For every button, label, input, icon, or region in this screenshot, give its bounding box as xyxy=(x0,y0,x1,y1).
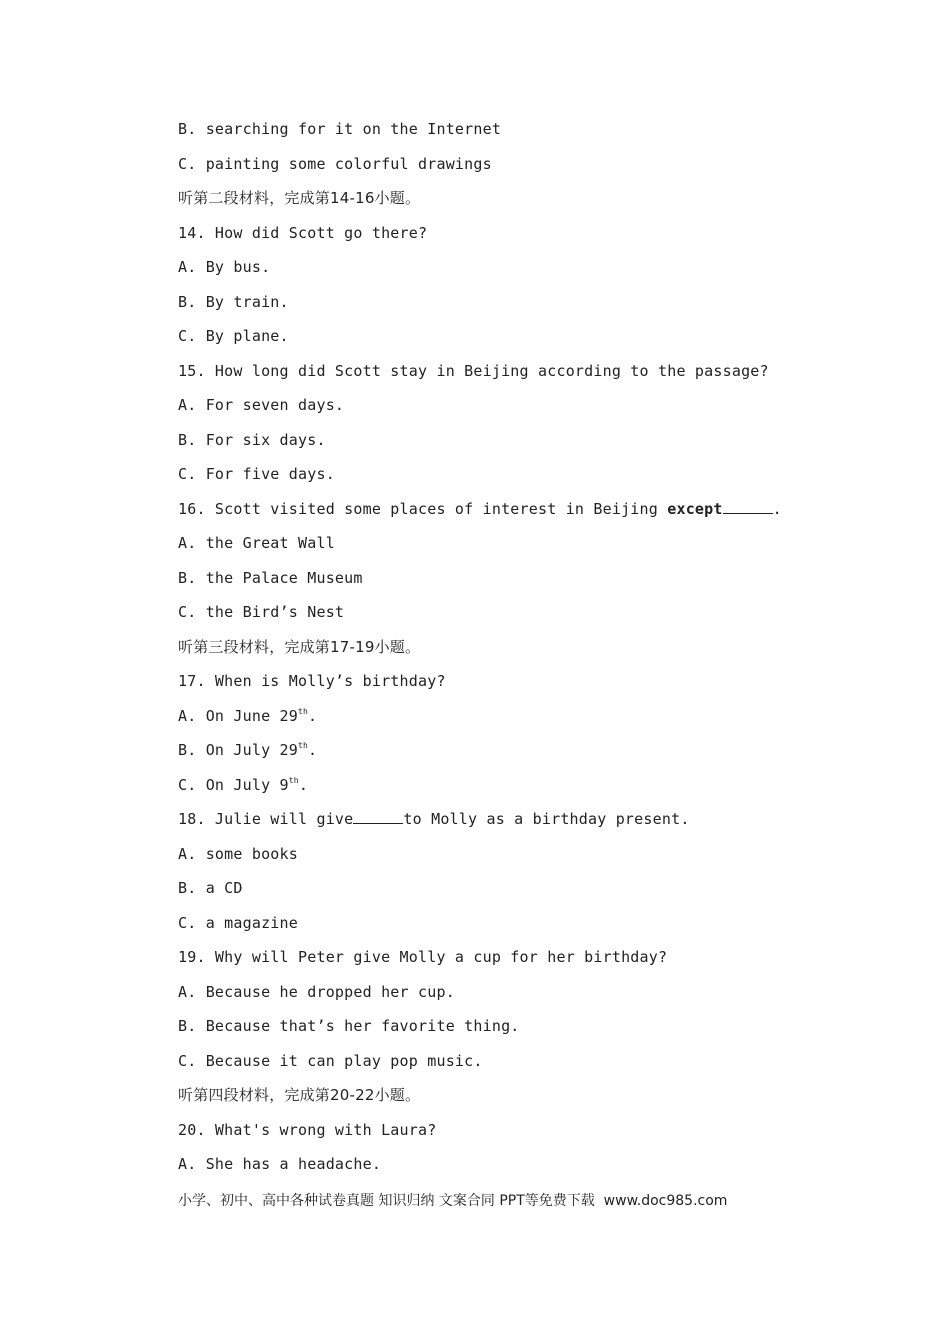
question-line: 20. What's wrong with Laura? xyxy=(178,1120,437,1139)
answer-blank xyxy=(723,499,773,514)
page-footer: 小学、初中、高中各种试卷真题 知识归纳 文案合同 PPT等免费下载 www.doc985.com xyxy=(178,1193,728,1209)
section-heading: 听第三段材料，完成第17-19小题。 xyxy=(178,637,421,656)
option-end: . xyxy=(308,741,318,759)
option-line: C. the Bird’s Nest xyxy=(178,603,345,621)
option-line xyxy=(178,704,878,739)
answer-blank xyxy=(353,809,403,824)
question-end: to Molly as a birthday present. xyxy=(403,810,690,828)
option-line: C. By plane. xyxy=(178,327,289,345)
option-line: C. painting some colorful drawings xyxy=(178,154,492,173)
ordinal-suffix: th xyxy=(288,775,299,785)
question-text: 18. Julie will give xyxy=(178,810,354,828)
option-line: B. For six days. xyxy=(178,430,326,449)
option-end: . xyxy=(298,775,309,794)
option-line: A. By bus. xyxy=(178,258,271,276)
option-end: . xyxy=(308,706,318,725)
option-line xyxy=(178,773,878,808)
question-end: . xyxy=(772,499,782,518)
question-line xyxy=(178,807,878,842)
option-line: A. some books xyxy=(178,844,298,863)
section-heading: 听第四段材料，完成第20-22小题。 xyxy=(178,1086,421,1104)
option-line: C. For five days. xyxy=(178,465,335,483)
option-line: A. Because he dropped her cup. xyxy=(178,982,455,1001)
question-line: 14. How did Scott go there? xyxy=(178,223,428,242)
ordinal-suffix: th xyxy=(298,741,309,750)
ordinal-suffix: th xyxy=(298,706,309,716)
question-list xyxy=(178,117,878,1187)
option-line: B. Because that’s her favorite thing. xyxy=(178,1017,520,1035)
question-line: 17. When is Molly’s birthday? xyxy=(178,672,446,690)
option-line: A. the Great Wall xyxy=(178,534,335,552)
section-heading: 听第二段材料，完成第14-16小题。 xyxy=(178,189,421,207)
question-line xyxy=(178,497,878,532)
option-line: C. a magazine xyxy=(178,913,298,932)
option-line: B. searching for it on the Internet xyxy=(178,120,502,138)
emphasis-word: except xyxy=(667,499,723,518)
option-line: B. the Palace Museum xyxy=(178,568,363,587)
option-text: C. On July 9 xyxy=(178,775,289,794)
option-line xyxy=(178,738,878,773)
option-line: A. She has a headache. xyxy=(178,1155,382,1173)
option-text: B. On July 29 xyxy=(178,741,298,759)
option-line: A. For seven days. xyxy=(178,396,345,414)
question-text: 16. Scott visited some places of interest in Beijing xyxy=(178,499,668,518)
option-text: A. On June 29 xyxy=(178,706,298,725)
question-line: 19. Why will Peter give Molly a cup for her birthday? xyxy=(178,948,668,966)
question-line: 15. How long did Scott stay in Beijing according to the passage? xyxy=(178,361,769,380)
option-line: B. By train. xyxy=(178,292,289,311)
option-line: B. a CD xyxy=(178,879,243,897)
option-line: C. Because it can play pop music. xyxy=(178,1051,483,1070)
